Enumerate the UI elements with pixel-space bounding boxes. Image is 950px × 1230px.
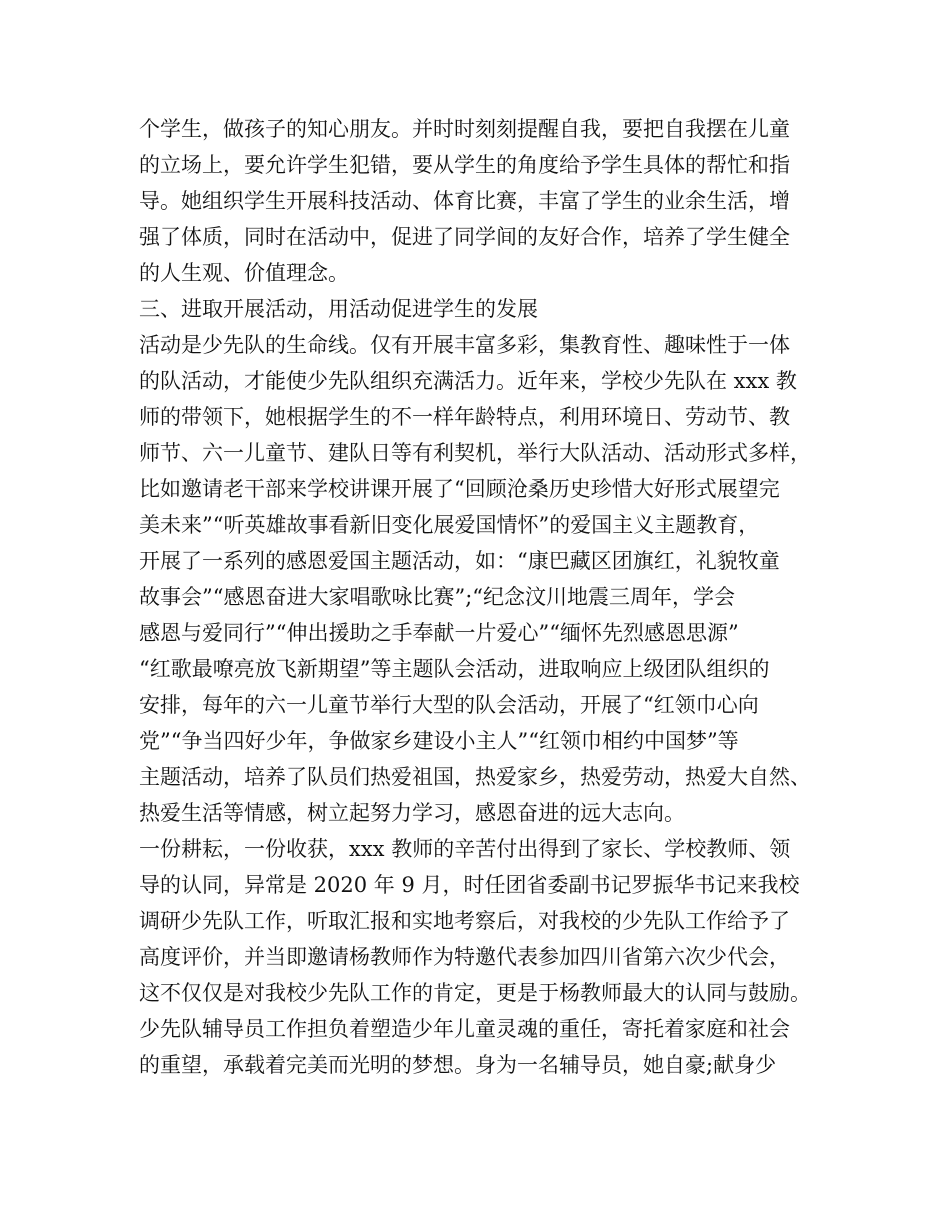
text-line: 导的认同，异常是 2020 年 9 月，时任团省委副书记罗振华书记来我校 — [139, 873, 800, 897]
text-line: 调研少先队工作，听取汇报和实地考察后，对我校的少先队工作给予了 — [139, 909, 790, 933]
text-line: 主题活动，培养了队员们热爱祖国，热爱家乡，热爱劳动，热爱大自然、 — [139, 765, 811, 789]
text-line: 的立场上，要允许学生犯错，要从学生的角度给予学生具体的帮忙和指 — [139, 153, 790, 177]
text-line: 个学生，做孩子的知心朋友。并时时刻刻提醒自我，要把自我摆在儿童 — [139, 117, 790, 141]
section-heading: 三、进取开展活动，用活动促进学生的发展 — [139, 297, 538, 321]
text-line: 导。她组织学生开展科技活动、体育比赛，丰富了学生的业余生活，增 — [139, 189, 790, 213]
text-line: 这不仅仅是对我校少先队工作的肯定，更是于杨教师最大的认同与鼓励。 — [139, 981, 811, 1005]
text-line: 一份耕耘，一份收获，xxx 教师的辛苦付出得到了家长、学校教师、领 — [139, 837, 791, 861]
text-line: 师节、六一儿童节、建队日等有利契机，举行大队活动、活动形式多样， — [139, 441, 811, 465]
text-line: 安排，每年的六一儿童节举行大型的队会活动，开展了“红领巾心向 — [139, 693, 759, 717]
text-line: 开展了一系列的感恩爱国主题活动，如：“康巴藏区团旗红，礼貌牧童 — [139, 549, 780, 573]
text-line: 师的带领下，她根据学生的不一样年龄特点，利用环境日、劳动节、教 — [139, 405, 790, 429]
text-line: “红歌最嘹亮放飞新期望”等主题队会活动，进取响应上级团队组织的 — [139, 657, 770, 681]
text-line: 强了体质，同时在活动中，促进了同学间的友好合作，培养了学生健全 — [139, 225, 790, 249]
text-line: 党”“争当四好少年，争做家乡建设小主人”“红领巾相约中国梦”等 — [139, 729, 739, 753]
text-line: 的人生观、价值理念。 — [139, 261, 349, 285]
text-line: 的重望，承载着完美而光明的梦想。身为一名辅导员，她自豪;献身少 — [139, 1053, 777, 1077]
text-line: 美未来”“听英雄故事看新旧变化展爱国情怀”的爱国主义主题教育， — [139, 513, 760, 537]
document-body — [139, 111, 839, 1083]
text-line: 热爱生活等情感，树立起努力学习，感恩奋进的远大志向。 — [139, 801, 685, 825]
text-line: 少先队辅导员工作担负着塑造少年儿童灵魂的重任，寄托着家庭和社会 — [139, 1017, 790, 1041]
text-line: 感恩与爱同行”“伸出援助之手奉献一片爱心”“缅怀先烈感恩思源” — [139, 621, 739, 645]
text-line: 的队活动，才能使少先队组织充满活力。近年来，学校少先队在 xxx 教 — [139, 369, 797, 393]
text-line: 比如邀请老干部来学校讲课开展了“回顾沧桑历史珍惜大好形式展望完 — [139, 477, 780, 501]
text-line: 故事会”“感恩奋进大家唱歌咏比赛”;“纪念汶川地震三周年，学会 — [139, 585, 736, 609]
text-line: 活动是少先队的生命线。仅有开展丰富多彩，集教育性、趣味性于一体 — [139, 333, 790, 357]
text-line: 高度评价，并当即邀请杨教师作为特邀代表参加四川省第六次少代会， — [139, 945, 790, 969]
